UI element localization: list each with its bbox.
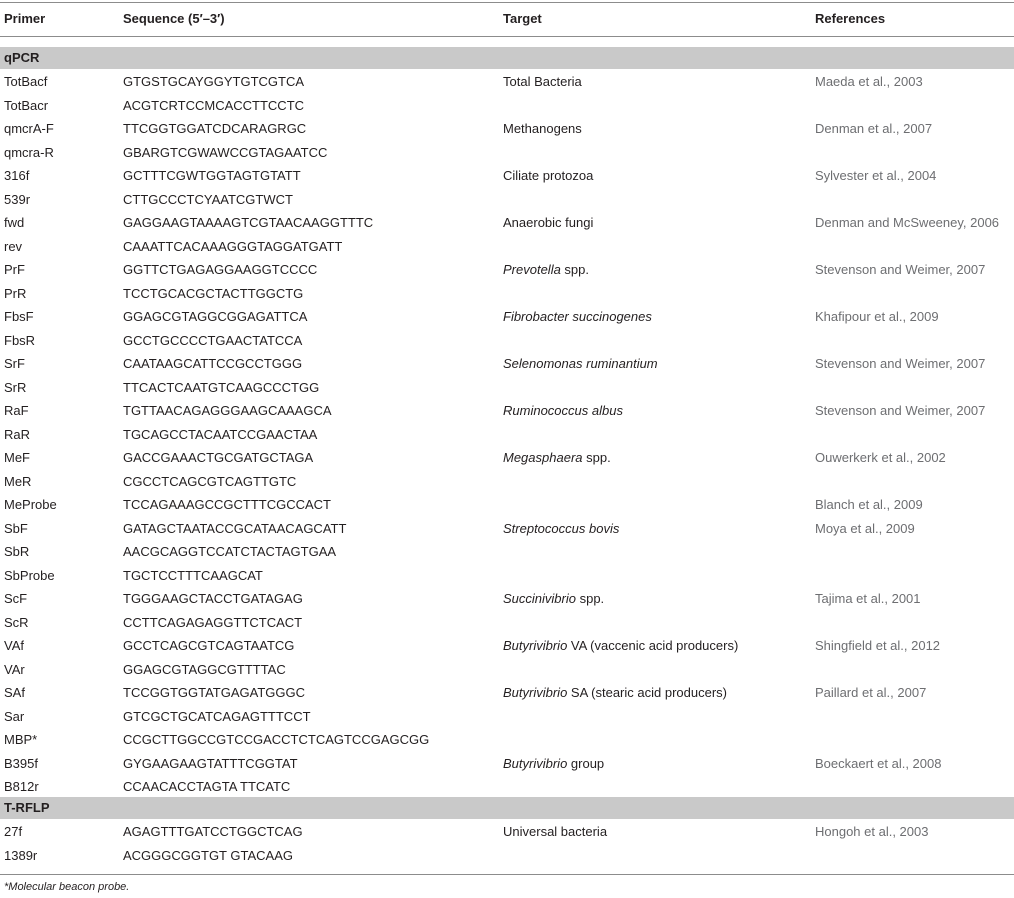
table-row <box>0 611 1014 635</box>
sequence-cell: ACGTCRTCCMCACCTTCCTC <box>123 97 305 113</box>
reference-cell: Stevenson and Weimer, 2007 <box>815 262 986 277</box>
reference-cell: Stevenson and Weimer, 2007 <box>815 403 986 418</box>
sequence-cell: TTCGGTGGATCDCARAGRGC <box>123 121 307 136</box>
sequence-cell: GAGGAAGTAAAAGTCGTAACAAGGTTTC <box>123 215 374 230</box>
table-row <box>0 540 1014 564</box>
target-text: spp. <box>582 450 611 465</box>
primer-cell: TotBacf <box>4 74 48 89</box>
footnote: *Molecular beacon probe. <box>4 881 130 893</box>
sequence-cell: AGAGTTTGATCCTGGCTCAG <box>123 824 303 839</box>
primer-cell: SbProbe <box>4 567 55 583</box>
primer-cell: ScR <box>4 614 29 630</box>
section-label: T-RFLP <box>4 800 50 815</box>
target-cell <box>503 168 593 183</box>
target-text: Anaerobic fungi <box>503 215 594 230</box>
sequence-cell: GCCTGCCCCTGAACTATCCA <box>123 332 303 348</box>
header-rule <box>0 36 1014 37</box>
primer-cell: 1389r <box>4 847 38 863</box>
sequence-cell: GGAGCGTAGGCGTTTTAC <box>123 661 286 677</box>
table-row <box>0 681 1014 705</box>
primer-cell: MeF <box>4 450 30 465</box>
sequence-cell: GATAGCTAATACCGCATAACAGCATT <box>123 520 347 536</box>
primer-cell: PrF <box>4 262 25 277</box>
target-text: SA (stearic acid producers) <box>567 685 727 700</box>
sequence-cell: CAAATTCACAAAGGGTAGGATGATT <box>123 238 343 254</box>
target-text: Ciliate protozoa <box>503 168 594 183</box>
sequence-cell: CGCCTCAGCGTCAGTTGTC <box>123 473 297 489</box>
table-row <box>0 94 1014 118</box>
header-primer: Primer <box>4 11 46 26</box>
target-cell <box>503 685 727 700</box>
table-row <box>0 493 1014 517</box>
reference-cell: Sylvester et al., 2004 <box>815 168 937 183</box>
table-row <box>0 70 1014 94</box>
primer-cell: SrF <box>4 356 25 371</box>
target-text: Universal bacteria <box>503 824 608 839</box>
sequence-cell: GGAGCGTAGGCGGAGATTCA <box>123 309 308 324</box>
primer-cell: ScF <box>4 591 28 606</box>
table-row <box>0 352 1014 376</box>
primer-cell: Sar <box>4 708 25 724</box>
table-row <box>0 820 1014 844</box>
table-row <box>0 188 1014 212</box>
primer-cell: SbF <box>4 520 28 536</box>
header-sequence: Sequence (5′–3′) <box>123 11 225 26</box>
table-row <box>0 164 1014 188</box>
sequence-cell: TCCAGAAAGCCGCTTTCGCCACT <box>123 497 331 512</box>
target-cell <box>503 521 619 536</box>
table-row <box>0 728 1014 752</box>
target-text: VA (vaccenic acid producers) <box>567 638 739 653</box>
primer-cell: B395f <box>4 755 38 771</box>
reference-cell: Tajima et al., 2001 <box>815 591 921 606</box>
primer-cell: RaF <box>4 403 29 418</box>
table-row <box>0 423 1014 447</box>
target-text: Total Bacteria <box>503 74 582 89</box>
target-cell <box>503 403 623 418</box>
sequence-cell: TGGGAAGCTACCTGATAGAG <box>123 591 303 606</box>
reference-cell: Denman et al., 2007 <box>815 121 933 136</box>
table-row <box>0 844 1014 868</box>
table-row <box>0 587 1014 611</box>
table-row <box>0 446 1014 470</box>
target-cell <box>503 262 589 277</box>
reference-cell: Boeckaert et al., 2008 <box>815 755 942 771</box>
primer-cell: FbsF <box>4 309 34 324</box>
table-row <box>0 705 1014 729</box>
reference-cell: Moya et al., 2009 <box>815 520 915 536</box>
target-cell <box>503 756 604 771</box>
sequence-cell: GYGAAGAAGTATTTCGGTAT <box>123 755 298 771</box>
sequence-cell: AACGCAGGTCCATCTACTAGTGAA <box>123 544 337 559</box>
primer-cell: RaR <box>4 426 31 442</box>
target-cell <box>503 356 658 371</box>
target-text: spp. <box>575 591 605 606</box>
sequence-cell: CAATAAGCATTCCGCCTGGG <box>123 356 303 371</box>
target-cell <box>503 824 607 839</box>
table-row <box>0 117 1014 141</box>
target-italic-text: Prevotella <box>503 262 561 277</box>
target-italic-text: Butyrivibrio <box>503 638 568 653</box>
sequence-cell: GCCTCAGCGTCAGTAATCG <box>123 638 295 653</box>
primer-cell: 539r <box>4 191 31 207</box>
sequence-cell: TCCGGTGGTATGAGATGGGC <box>123 685 305 700</box>
header-references: References <box>815 11 886 26</box>
target-cell <box>503 591 604 606</box>
primer-cell: fwd <box>4 215 25 230</box>
table-row <box>0 517 1014 541</box>
primer-cell: MBP* <box>4 732 38 747</box>
primer-cell: VAr <box>4 661 25 677</box>
target-cell <box>503 215 593 230</box>
sequence-cell: GGTTCTGAGAGGAAGGTCCCC <box>123 262 318 277</box>
target-cell <box>503 638 738 653</box>
sequence-cell: TGCAGCCTACAATCCGAACTAA <box>123 426 318 442</box>
reference-cell: Shingfield et al., 2012 <box>815 638 941 653</box>
target-cell <box>503 309 652 324</box>
reference-cell: Denman and McSweeney, 2006 <box>815 215 1000 230</box>
primer-cell: MeR <box>4 473 32 489</box>
table-row <box>0 634 1014 658</box>
table-row <box>0 258 1014 282</box>
table-row <box>0 752 1014 776</box>
sequence-cell: GTCGCTGCATCAGAGTTTCCT <box>123 708 311 724</box>
sequence-cell: CCAACACCTAGTA TTCATC <box>123 779 291 794</box>
table-row <box>0 658 1014 682</box>
reference-cell: Khafipour et al., 2009 <box>815 309 939 324</box>
target-italic-text: Selenomonas ruminantium <box>503 356 658 371</box>
table-row <box>0 564 1014 588</box>
target-italic-text: Ruminococcus albus <box>503 403 623 418</box>
sequence-cell: GCTTTCGWTGGTAGTGTATT <box>123 168 301 183</box>
target-italic-text: Megasphaera <box>503 450 583 465</box>
target-text: group <box>567 755 605 771</box>
target-italic-text: Fibrobacter succinogenes <box>503 309 652 324</box>
table-row <box>0 211 1014 235</box>
reference-cell: Stevenson and Weimer, 2007 <box>815 356 986 371</box>
primer-cell: SrR <box>4 379 27 395</box>
sequence-cell: TCCTGCACGCTACTTGGCTG <box>123 285 304 301</box>
sequence-cell: GACCGAAACTGCGATGCTAGA <box>123 450 314 465</box>
reference-cell: Hongoh et al., 2003 <box>815 824 929 839</box>
reference-cell: Paillard et al., 2007 <box>815 685 927 700</box>
sequence-cell: CCTTCAGAGAGGTTCTCACT <box>123 614 303 630</box>
header-target: Target <box>503 11 542 26</box>
sequence-cell: TTCACTCAATGTCAAGCCCTGG <box>123 379 320 395</box>
target-cell <box>503 450 611 465</box>
reference-cell: Ouwerkerk et al., 2002 <box>815 450 946 465</box>
target-italic-text: Butyrivibrio <box>503 755 568 771</box>
primer-cell: qmcra-R <box>4 144 54 160</box>
primer-cell: 27f <box>4 824 23 839</box>
reference-cell: Maeda et al., 2003 <box>815 74 923 89</box>
target-cell <box>503 74 582 89</box>
table-row <box>0 399 1014 423</box>
sequence-cell: TGTTAACAGAGGGAAGCAAAGCA <box>123 403 332 418</box>
primer-cell: FbsR <box>4 332 36 348</box>
primer-cell: VAf <box>4 638 24 653</box>
target-italic-text: Streptococcus bovis <box>503 520 620 536</box>
sequence-cell: GTGSTGCAYGGYTGTCGTCA <box>123 74 305 89</box>
primer-cell: qmcrA-F <box>4 121 54 136</box>
primer-cell: B812r <box>4 779 39 794</box>
primer-cell: SAf <box>4 685 25 700</box>
target-italic-text: Butyrivibrio <box>503 685 568 700</box>
target-cell <box>503 121 582 136</box>
reference-cell: Blanch et al., 2009 <box>815 497 923 512</box>
primer-cell: PrR <box>4 285 27 301</box>
table-row <box>0 141 1014 165</box>
target-text: Methanogens <box>503 121 582 136</box>
table-row <box>0 775 1014 799</box>
table-row <box>0 305 1014 329</box>
sequence-cell: ACGGGCGGTGT GTACAAG <box>123 847 293 863</box>
target-italic-text: Succinivibrio <box>503 591 576 606</box>
table-row <box>0 470 1014 494</box>
table-row <box>0 376 1014 400</box>
table-row <box>0 329 1014 353</box>
sequence-cell: CTTGCCCTCYAATCGTWCT <box>123 191 293 207</box>
section-header <box>0 47 1014 69</box>
target-text: spp. <box>560 262 589 277</box>
table-row <box>0 235 1014 259</box>
sequence-cell: GBARGTCGWAWCCGTAGAATCC <box>123 144 328 160</box>
primer-cell: rev <box>4 238 23 254</box>
table-row <box>0 282 1014 306</box>
sequence-cell: TGCTCCTTTCAAGCAT <box>123 567 263 583</box>
primer-cell: 316f <box>4 168 30 183</box>
sequence-cell: CCGCTTGGCCGTCCGACCTCTCAGTCCGAGCGG <box>123 732 430 747</box>
primer-cell: TotBacr <box>4 97 49 113</box>
section-label: qPCR <box>4 50 40 65</box>
section-header <box>0 797 1014 819</box>
table-header <box>0 3 1014 35</box>
primer-cell: MeProbe <box>4 497 57 512</box>
table-bottom-rule <box>0 874 1014 875</box>
primer-cell: SbR <box>4 544 30 559</box>
